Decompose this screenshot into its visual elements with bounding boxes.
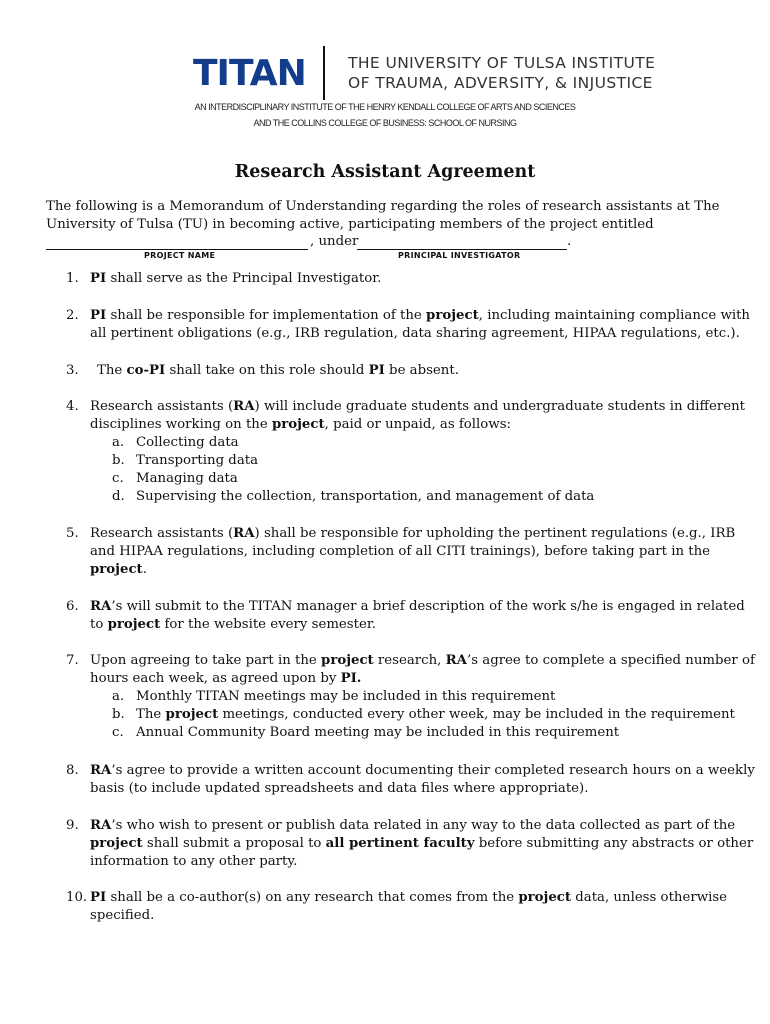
list-item: 6. RA’s will submit to the TITAN manager a brief description of the work s/he is engaged in related to project for the website every semester. <box>66 599 745 632</box>
bold-term: project <box>90 562 143 577</box>
bold-term: project <box>271 417 325 432</box>
list-item: 3. The co-PI shall take on this role should PI be absent. <box>66 363 459 378</box>
item-number: 4. <box>66 399 79 414</box>
bold-term: PI. <box>340 671 362 686</box>
bold-term: RA <box>233 526 255 541</box>
intro-line2: University of Tulsa (TU) in becoming active, participating members of the project entitled <box>46 217 654 232</box>
sub-item: a. Collecting data <box>112 435 239 450</box>
bold-term: RA <box>90 599 112 614</box>
bold-term: project <box>90 836 143 851</box>
institute-subline2: AND THE COLLINS COLLEGE OF BUSINESS: SCHOOL OF NURSING <box>253 118 517 128</box>
bold-term: project <box>321 653 374 668</box>
list-item: 4. Research assistants (RA) will include graduate students and undergraduate students in different disciplines working on the project, paid or unpaid, as follows: a. Collecting data b. Transporting data c. Managing data d. Supervising the collection, transportation, and management of data <box>66 399 745 504</box>
bold-term: PI <box>90 308 107 323</box>
list-item: 8. RA’s agree to provide a written account documenting their completed research hours on a weekly basis (to include updated spreadsheets and data files where appropriate). <box>66 763 755 796</box>
logo-divider <box>323 46 325 100</box>
bold-term: all pertinent faculty <box>325 836 475 851</box>
letterhead <box>0 44 770 102</box>
titan-logo: TITAN <box>193 53 306 94</box>
institute-name-line2: OF TRAUMA, ADVERSITY, & INJUSTICE <box>348 74 653 92</box>
bold-term: project <box>518 890 572 905</box>
sub-item: c. Annual Community Board meeting may be included in this requirement <box>112 725 620 740</box>
item-number: 6. <box>66 599 79 614</box>
list-item: 2. PI shall be responsible for implementation of the project, including maintaining compliance with all pertinent obligations (e.g., IRB regulation, data sharing agreement, HIPAA regulations, etc.). <box>66 308 750 341</box>
item-number: 2. <box>66 308 79 323</box>
bold-term: RA <box>233 399 255 414</box>
institute-subline1: AN INTERDISCIPLINARY INSTITUTE OF THE HENRY KENDALL COLLEGE OF ARTS AND SCIENCES <box>194 102 576 112</box>
item-number: 7. <box>66 653 79 668</box>
project-name-label: PROJECT NAME <box>144 251 216 260</box>
bold-term: PI <box>368 363 385 378</box>
sub-item: b. The project meetings, conducted every other week, may be included in the requirement <box>112 707 735 722</box>
bold-term: project <box>426 308 479 323</box>
item-number: 3. <box>66 363 79 378</box>
bold-term: PI <box>90 890 107 905</box>
list-item: 5. Research assistants (RA) shall be responsible for upholding the pertinent regulations (e.g., IRB and HIPAA regulations, including completion of all CITI trainings), before taking part in the project. <box>66 526 736 577</box>
principal-investigator-blank[interactable] <box>357 249 567 250</box>
bold-term: RA <box>90 818 112 833</box>
item-number: 10. <box>66 890 88 905</box>
pi-label: PRINCIPAL INVESTIGATOR <box>398 251 521 260</box>
intro-paragraph <box>46 198 726 234</box>
list-item: 1. PI shall serve as the Principal Investigator. <box>66 271 382 286</box>
bold-term: project <box>165 707 219 722</box>
list-item: 10. PI shall be a co-author(s) on any research that comes from the project data, unless otherwise specified. <box>66 890 728 923</box>
bold-term: RA <box>445 653 467 668</box>
end-period: . <box>567 234 572 249</box>
sub-item: c. Managing data <box>112 471 238 486</box>
fill-in-row <box>46 234 726 264</box>
intro-line1: The following is a Memorandum of Understanding regarding the roles of research assistants at The <box>46 199 720 214</box>
sub-item: d. Supervising the collection, transportation, and management of data <box>112 489 595 504</box>
item-number: 5. <box>66 526 79 541</box>
list-item: 7. Upon agreeing to take part in the project research, RA’s agree to complete a specified number of hours each week, as agreed upon by PI. a. Monthly TITAN meetings may be included in this requirement b. The project meetings, conducted every other week, may be included in the requirement c. Annual Community Board meeting may be included in this requirement <box>66 653 755 740</box>
bold-term: project <box>107 617 161 632</box>
bold-term: PI <box>90 271 107 286</box>
document-title: Research Assistant Agreement <box>234 162 536 182</box>
item-number: 9. <box>66 818 79 833</box>
sub-item: a. Monthly TITAN meetings may be included in this requirement <box>112 689 556 704</box>
institute-name-line1: THE UNIVERSITY OF TULSA INSTITUTE <box>348 54 656 72</box>
item-number: 8. <box>66 763 79 778</box>
item-number: 1. <box>66 271 79 286</box>
bold-term: RA <box>90 763 112 778</box>
list-item: 9. RA’s who wish to present or publish data related in any way to the data collected as part of the project shall submit a proposal to all pertinent faculty before submitting any abstracts or other information to any other party. <box>66 818 754 869</box>
under-text: , under <box>310 234 359 249</box>
bold-term: co-PI <box>126 363 166 378</box>
sub-item: b. Transporting data <box>112 453 259 468</box>
project-name-blank[interactable] <box>46 249 308 250</box>
